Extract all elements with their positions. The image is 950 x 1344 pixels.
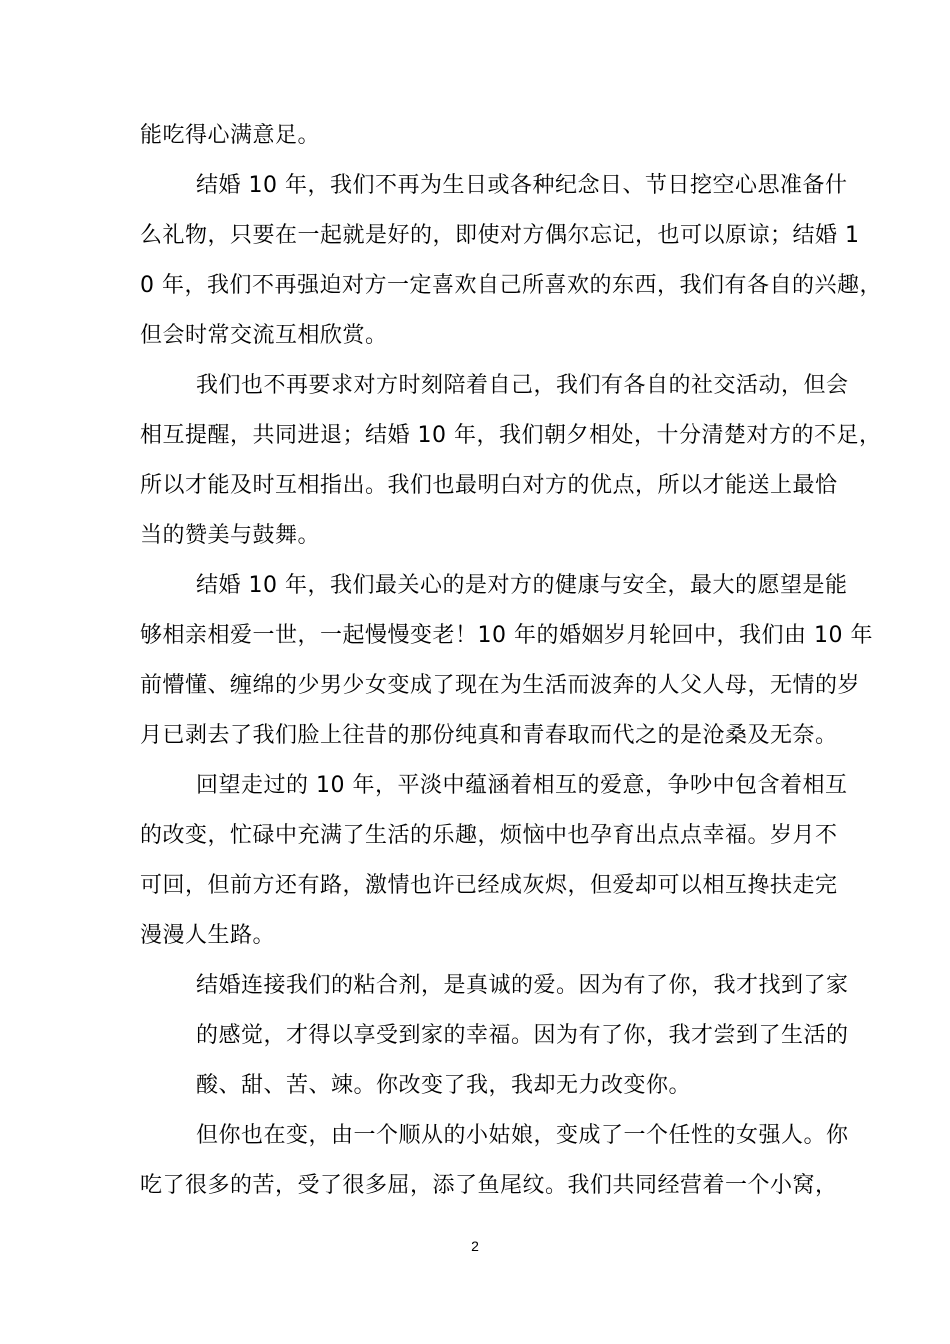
text-line: 能吃得心满意足。 [140, 123, 321, 148]
text-line: 结婚 10 年，我们不再为生日或各种纪念日、节日挖空心思准备什 [196, 173, 848, 198]
text-line: 但你也在变，由一个顺从的小姑娘，变成了一个任性的女强人。你 [196, 1123, 849, 1148]
text-line: 结婚 10 年，我们最关心的是对方的健康与安全，最大的愿望是能 [196, 573, 848, 598]
text-line: 当的赞美与鼓舞。 [140, 523, 321, 548]
text-line: 的感觉，才得以享受到家的幸福。因为有了你，我才尝到了生活的 [196, 1023, 849, 1048]
page-number: 2 [471, 1238, 479, 1254]
text-line: 所以才能及时互相指出。我们也最明白对方的优点，所以才能送上最恰 [140, 473, 838, 498]
text-line: 前懵懂、缠绵的少男少女变成了现在为生活而波奔的人父人母，无情的岁 [140, 673, 861, 698]
text-line: 结婚连接我们的粘合剂，是真诚的爱。因为有了你，我才找到了家 [196, 973, 849, 998]
text-line: 够相亲相爱一世，一起慢慢变老！10 年的婚姻岁月轮回中，我们由 10 年 [140, 623, 873, 648]
text-line: 月已剥去了我们脸上往昔的那份纯真和青春取而代之的是沧桑及无奈。 [140, 723, 838, 748]
text-line: 相互提醒，共同进退；结婚 10 年，我们朝夕相处，十分清楚对方的不足， [140, 423, 882, 448]
text-line: 吃了很多的苦，受了很多屈，添了鱼尾纹。我们共同经营着一个小窝， [140, 1173, 838, 1198]
text-line: 回望走过的 10 年，平淡中蕴涵着相互的爱意，争吵中包含着相互 [196, 773, 848, 798]
text-line: 么礼物，只要在一起就是好的，即使对方偶尔忘记，也可以原谅；结婚 1 [140, 223, 860, 248]
text-line: 酸、甜、苦、竦。你改变了我，我却无力改变你。 [196, 1073, 692, 1098]
text-line: 我们也不再要求对方时刻陪着自己，我们有各自的社交活动，但会 [196, 373, 849, 398]
text-line: 但会时常交流互相欣赏。 [140, 323, 388, 348]
text-line: 的改变，忙碌中充满了生活的乐趣，烦恼中也孕育出点点幸福。岁月不 [140, 823, 838, 848]
text-line: 0 年，我们不再强迫对方一定喜欢自己所喜欢的东西，我们有各自的兴趣， [140, 273, 882, 298]
text-line: 漫漫人生路。 [140, 923, 276, 948]
text-line: 可回，但前方还有路，激情也许已经成灰烬，但爱却可以相互搀扶走完 [140, 873, 838, 898]
